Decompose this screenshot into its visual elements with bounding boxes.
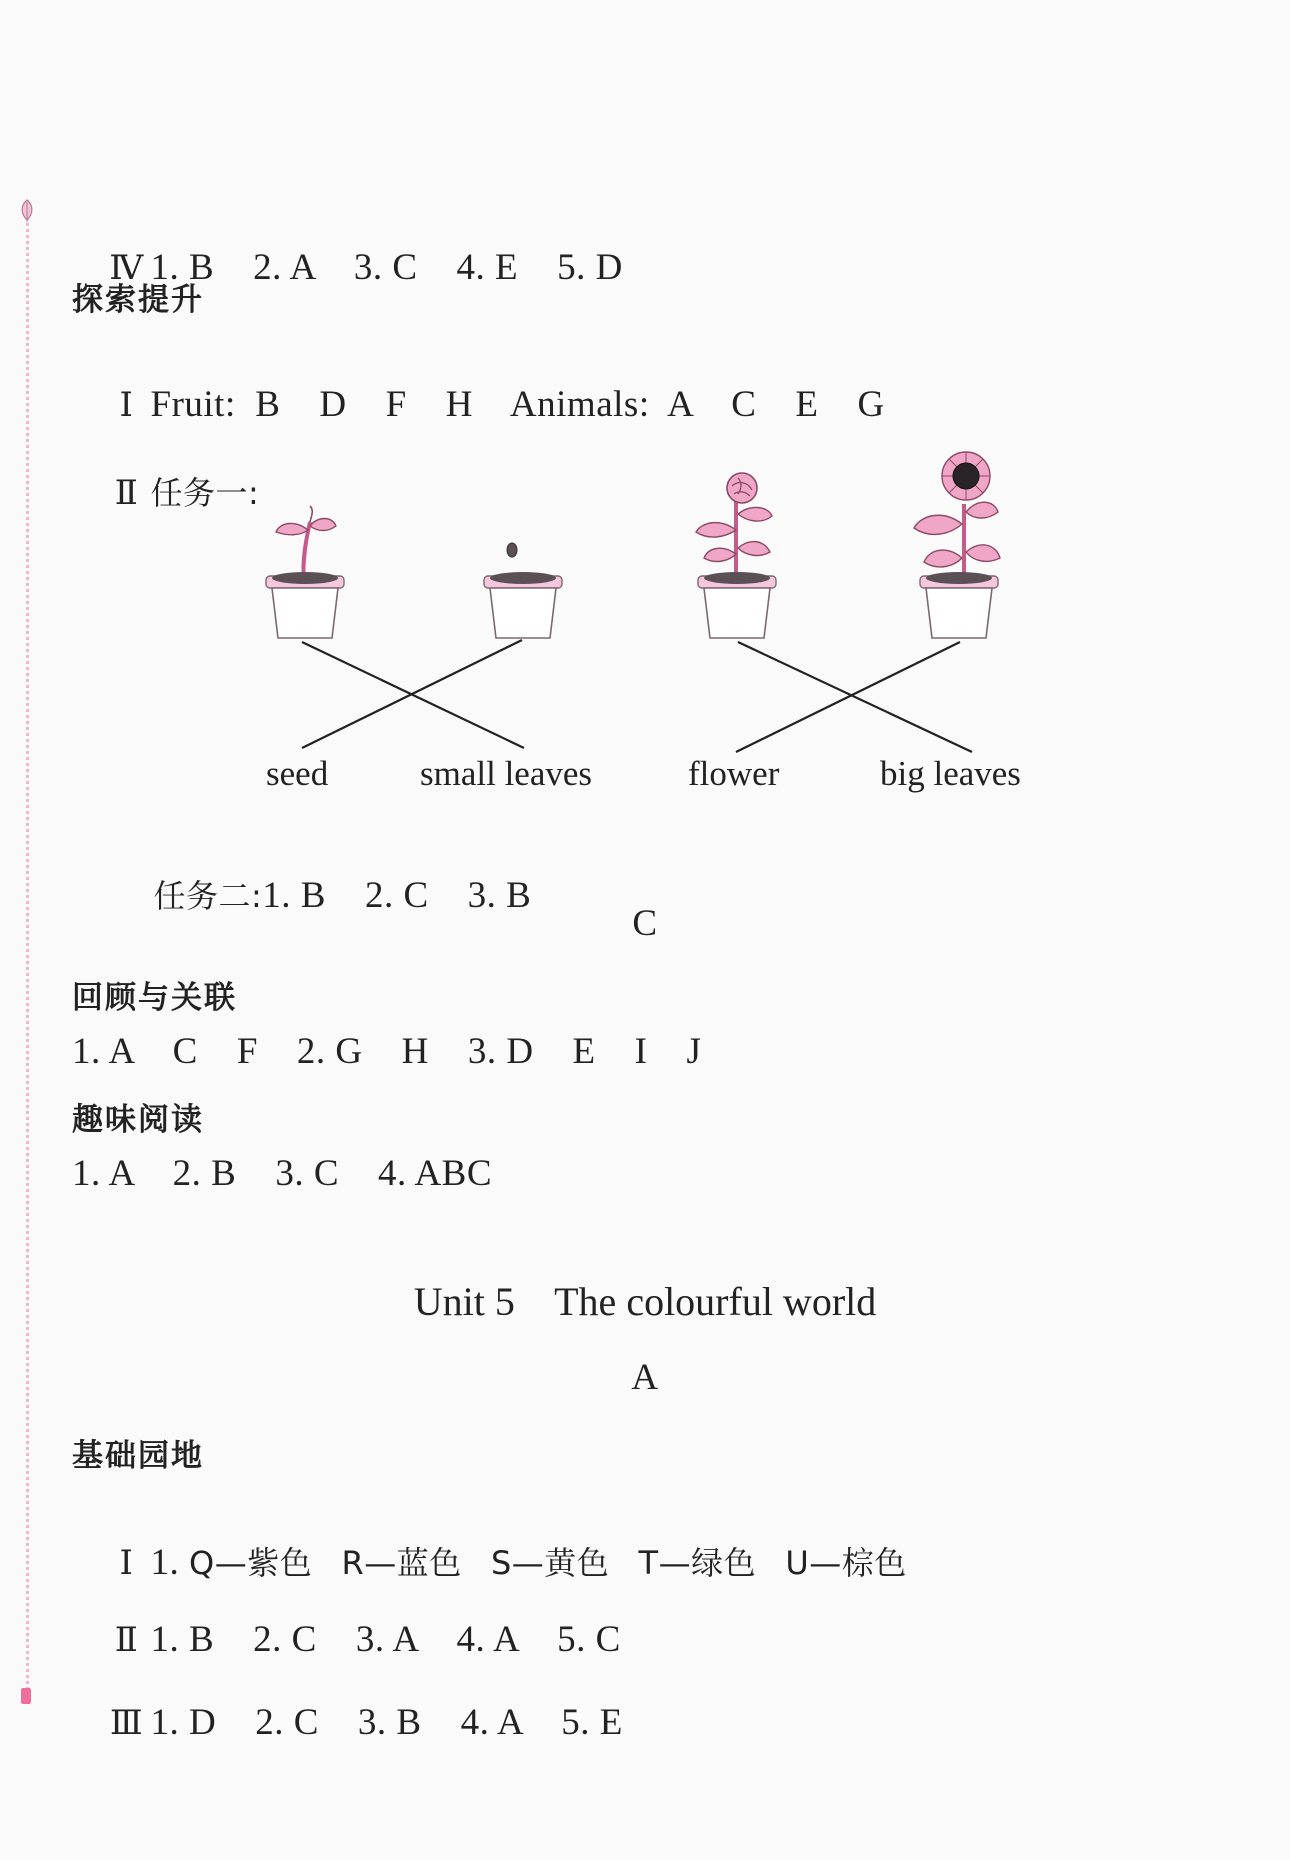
color-pair: Q—紫色 bbox=[189, 1544, 313, 1582]
color-pair: T—绿色 bbox=[638, 1544, 757, 1582]
unit-title bbox=[0, 1278, 1290, 1325]
color-pair: S—黄色 bbox=[490, 1544, 610, 1582]
answers: 1. D 2. C 3. B 4. A 5. E bbox=[150, 1702, 623, 1743]
answer-line-basic-q2 bbox=[83, 1575, 621, 1661]
answer-line-basic-q3 bbox=[83, 1658, 623, 1744]
roman-numeral: Ⅱ bbox=[114, 475, 139, 512]
answer-line-review: 1. A C F 2. G H 3. D E I J bbox=[72, 1031, 702, 1072]
match-line-4 bbox=[736, 642, 960, 752]
match-word-small-leaves: small leaves bbox=[420, 754, 593, 793]
roman-numeral: Ⅰ bbox=[119, 387, 134, 424]
color-pair: U—棕色 bbox=[785, 1544, 907, 1582]
unit-name: The colourful world bbox=[554, 1279, 877, 1324]
fruit-answers: B D F H bbox=[255, 384, 473, 425]
animals-answers: A C E G bbox=[667, 384, 885, 425]
answer-line-reading: 1. A 2. B 3. C 4. ABC bbox=[72, 1153, 493, 1194]
match-line-3 bbox=[738, 642, 972, 752]
fruit-label: Fruit bbox=[150, 384, 225, 425]
match-word-seed: seed bbox=[266, 754, 329, 793]
task1-label: 任务一 bbox=[150, 474, 249, 512]
roman-numeral: Ⅰ bbox=[119, 1545, 134, 1582]
task2-answers: 1. B 2. C 3. B bbox=[262, 875, 532, 916]
match-word-big-leaves: big leaves bbox=[880, 754, 1021, 793]
match-word-flower: flower bbox=[688, 754, 780, 793]
question-number: 1. bbox=[150, 1542, 180, 1583]
level-heading-c: C bbox=[632, 903, 658, 944]
roman-numeral: Ⅱ bbox=[114, 1622, 139, 1659]
answer-line-explore-q2: Ⅱ 任务一: bbox=[83, 425, 259, 514]
answers: 1. B 2. A 3. C 4. E 5. D bbox=[150, 247, 623, 288]
level-heading-a: A bbox=[631, 1357, 659, 1398]
answer-line-basic-q1 bbox=[83, 1495, 907, 1584]
section-heading-reading: 趣味阅读 bbox=[72, 1102, 204, 1138]
answers: 1. B 2. C 3. A 4. A 5. C bbox=[150, 1619, 621, 1660]
answer-line-task2: 任务二:1. B 2. C 3. B bbox=[153, 875, 532, 916]
section-heading-review: 回顾与关联 bbox=[72, 980, 237, 1016]
roman-numeral: Ⅲ bbox=[109, 1705, 144, 1742]
color-pair: R—蓝色 bbox=[341, 1544, 462, 1582]
section-heading-basic: 基础园地 bbox=[72, 1438, 204, 1474]
roman-numeral: Ⅳ bbox=[109, 250, 144, 287]
unit-number: Unit 5 bbox=[413, 1279, 515, 1324]
answer-line-explore-q1: Ⅰ Fruit: B D F H Animals: A C E G bbox=[83, 340, 885, 426]
animals-label: Animals bbox=[509, 384, 639, 425]
section-heading-explore: 探索提升 bbox=[72, 282, 204, 318]
task2-label: 任务二 bbox=[153, 877, 252, 915]
